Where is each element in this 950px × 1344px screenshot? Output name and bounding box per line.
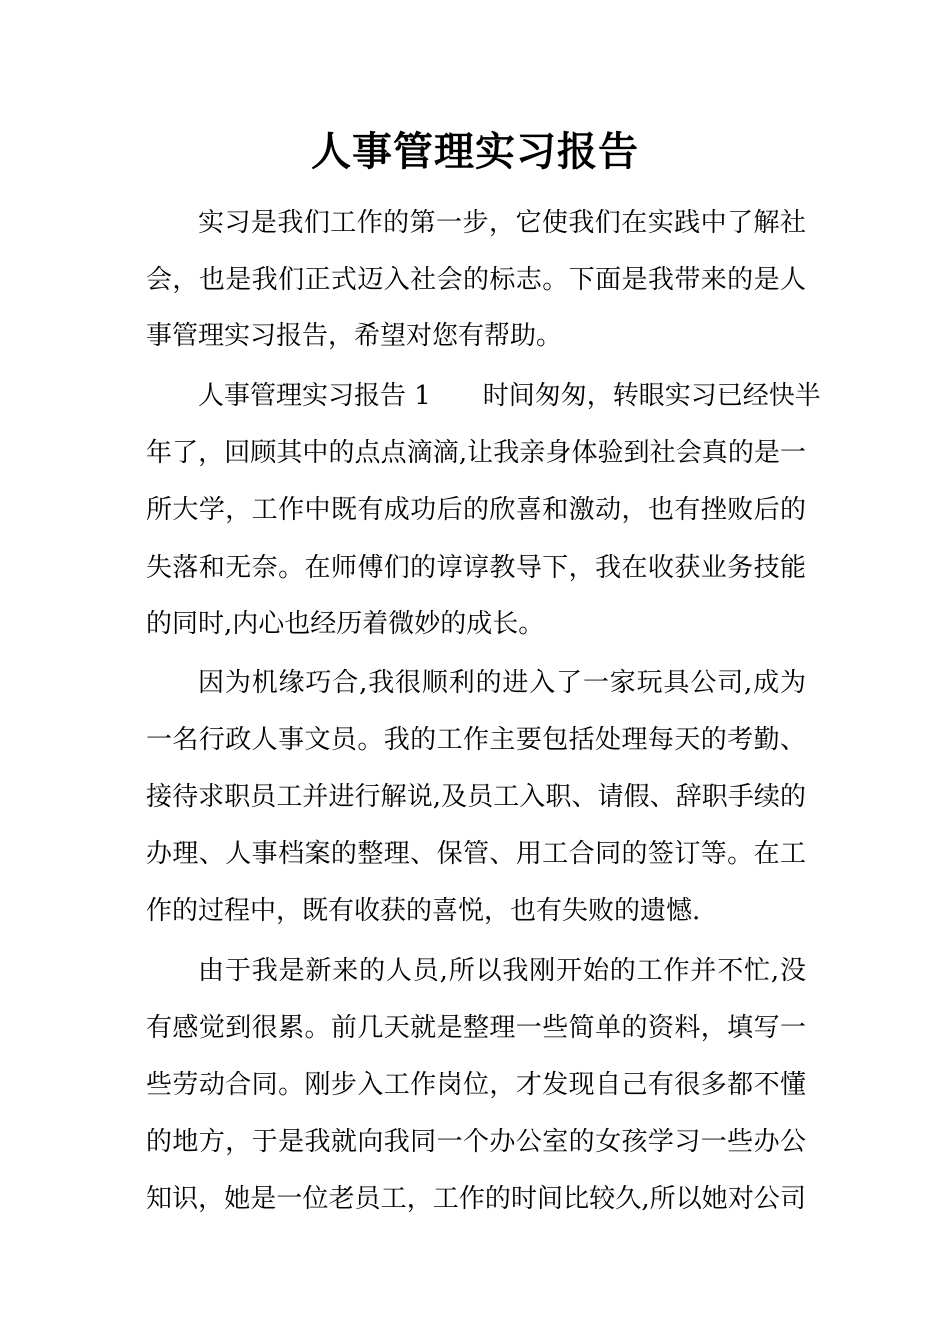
paragraph-3-line-2: 一名行政人事文员。我的工作主要包括处理每天的考勤、 bbox=[146, 725, 806, 755]
paragraph-1-line-2: 会，也是我们正式迈入社会的标志。下面是我带来的是人 bbox=[146, 265, 806, 295]
paragraph-4-line-2: 有感觉到很累。前几天就是整理一些简单的资料，填写一 bbox=[146, 1013, 806, 1043]
paragraph-4-line-5: 知识，她是一位老员工，工作的时间比较久,所以她对公司 bbox=[146, 1184, 806, 1214]
paragraph-3-line-4: 办理、人事档案的整理、保管、用工合同的签订等。在工 bbox=[146, 839, 806, 869]
document-title: 人事管理实习报告 bbox=[311, 128, 639, 175]
paragraph-2-line-4: 失落和无奈。在师傅们的谆谆教导下，我在收获业务技能 bbox=[146, 553, 806, 583]
paragraph-3-line-3: 接待求职员工并进行解说,及员工入职、请假、辞职手续的 bbox=[146, 782, 806, 812]
paragraph-4-line-4: 的地方，于是我就向我同一个办公室的女孩学习一些办公 bbox=[146, 1127, 806, 1157]
paragraph-4-line-1: 由于我是新来的人员,所以我刚开始的工作并不忙,没 bbox=[198, 956, 806, 986]
paragraph-1-line-3: 事管理实习报告，希望对您有帮助。 bbox=[146, 321, 563, 351]
paragraph-2-line-5: 的同时,内心也经历着微妙的成长。 bbox=[146, 609, 545, 639]
paragraph-2-line-1: 人事管理实习报告 1 时间匆匆，转眼实习已经快半 bbox=[198, 381, 821, 411]
paragraph-4-line-3: 些劳动合同。刚步入工作岗位，才发现自己有很多都不懂 bbox=[146, 1070, 806, 1100]
paragraph-3-line-1: 因为机缘巧合,我很顺利的进入了一家玩具公司,成为 bbox=[198, 668, 806, 698]
paragraph-1-line-1: 实习是我们工作的第一步，它使我们在实践中了解社 bbox=[198, 208, 806, 238]
paragraph-2-line-3: 所大学，工作中既有成功后的欣喜和激动，也有挫败后的 bbox=[146, 495, 806, 525]
paragraph-3-line-5: 作的过程中，既有收获的喜悦，也有失败的遗憾. bbox=[146, 896, 701, 926]
paragraph-2-line-2: 年了，回顾其中的点点滴滴,让我亲身体验到社会真的是一 bbox=[146, 438, 806, 468]
